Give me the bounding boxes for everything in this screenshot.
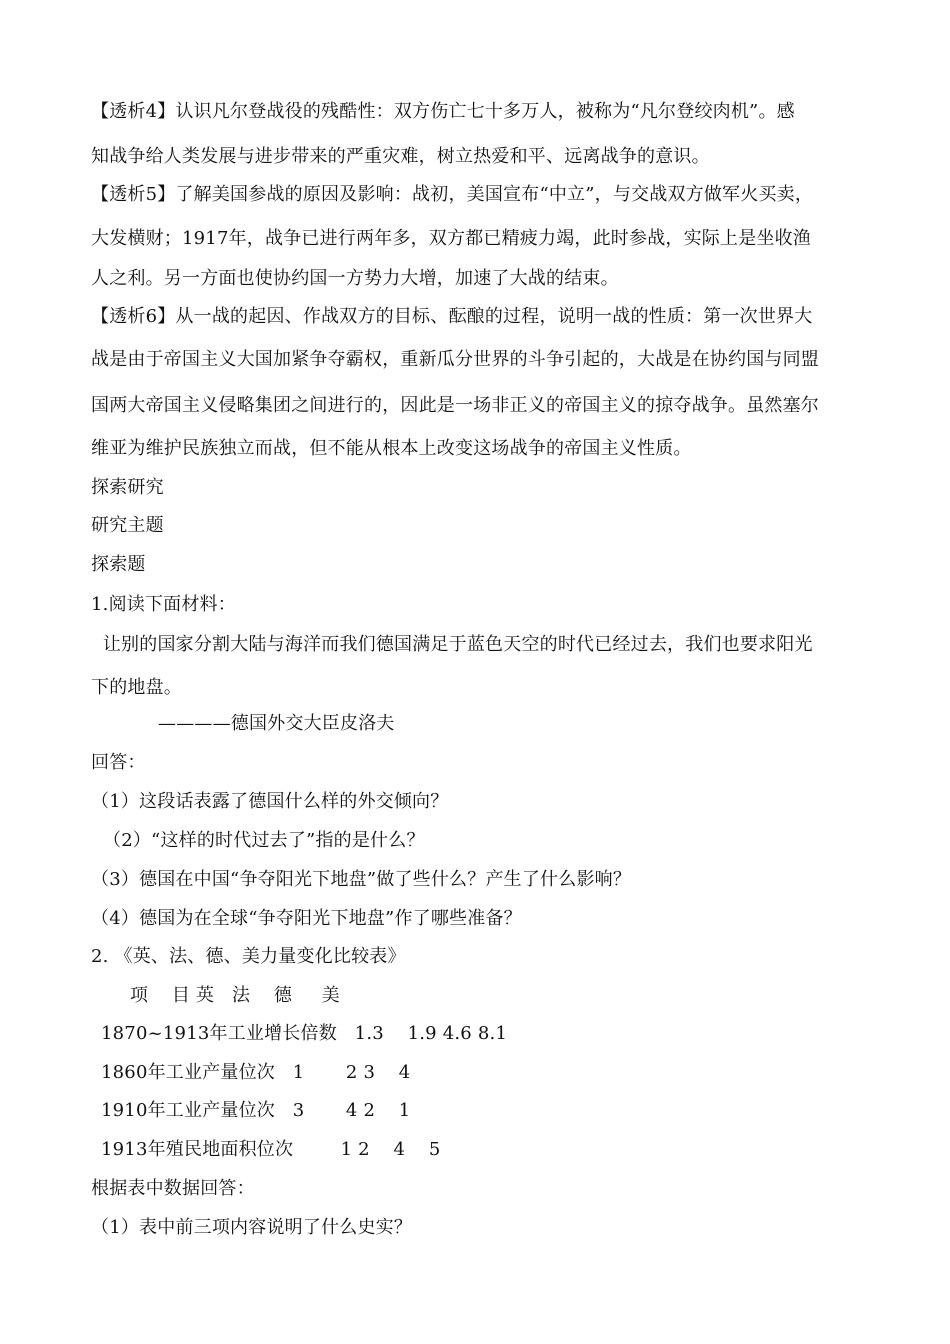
text-line: 战是由于帝国主义大国加紧争夺霸权，重新瓜分世界的斗争引起的，大战是在协约国与同盟	[91, 349, 819, 370]
text-line: 维亚为维护民族独立而战，但不能从根本上改变这场战争的帝国主义性质。	[91, 438, 692, 459]
text-line: 大发横财；1917年，战争已进行两年多，双方都已精疲力竭，此时参战，实际上是坐收渔	[91, 228, 812, 249]
table-header: 项 目 英 法 德 美	[130, 985, 340, 1006]
quote-text: 下的地盘。	[91, 677, 182, 698]
question-title: 1.阅读下面材料：	[91, 594, 236, 615]
table-row: 1860年工业产量位次 1 2 3 4	[101, 1062, 411, 1083]
text-line: 国两大帝国主义侵略集团之间进行的，因此是一场非正义的帝国主义的掠夺战争。虽然塞尔	[91, 395, 819, 416]
section-heading: 探索研究	[91, 477, 164, 498]
text-line: 回答：	[91, 752, 146, 773]
sub-question: （1）这段话表露了德国什么样的外交倾向？	[91, 791, 449, 812]
text-line: 【透析6】从一战的起因、作战双方的目标、酝酿的过程，说明一战的性质：第一次世界大	[91, 306, 813, 327]
section-heading: 研究主题	[91, 515, 164, 536]
sub-question: （3）德国在中国“争夺阳光下地盘”做了些什么？产生了什么影响？	[91, 869, 632, 890]
text-line: 【透析4】认识凡尔登战役的残酷性：双方伤亡七十多万人，被称为“凡尔登绞肉机”。感	[91, 101, 795, 122]
text-line: 【透析5】了解美国参战的原因及影响：战初，美国宣布“中立”，与交战双方做军火买卖，	[91, 184, 814, 205]
question-title: 2. 《英、法、德、美力量变化比较表》	[91, 946, 406, 967]
text-line: 人之利。另一方面也使协约国一方势力大增，加速了大战的结束。	[91, 268, 619, 289]
sub-question: （4）德国为在全球“争夺阳光下地盘”作了哪些准备？	[91, 908, 522, 929]
section-heading: 探索题	[91, 554, 146, 575]
quote-text: 让别的国家分割大陆与海洋而我们德国满足于蓝色天空的时代已经过去，我们也要求阳光	[91, 634, 813, 655]
text-line: 根据表中数据回答：	[91, 1178, 255, 1199]
sub-question: （1）表中前三项内容说明了什么史实？	[91, 1217, 413, 1238]
table-row: 1870~1913年工业增长倍数 1.3 1.9 4.6 8.1	[101, 1023, 508, 1044]
text-line: 知战争给人类发展与进步带来的严重灾难，树立热爱和平、远离战争的意识。	[91, 146, 710, 167]
table-row: 1913年殖民地面积位次 1 2 4 5	[101, 1139, 441, 1160]
table-row: 1910年工业产量位次 3 4 2 1	[101, 1100, 411, 1121]
sub-question: （2）“这样的时代过去了”指的是什么？	[103, 830, 425, 851]
quote-attribution: ————德国外交大臣皮洛夫	[158, 713, 395, 734]
